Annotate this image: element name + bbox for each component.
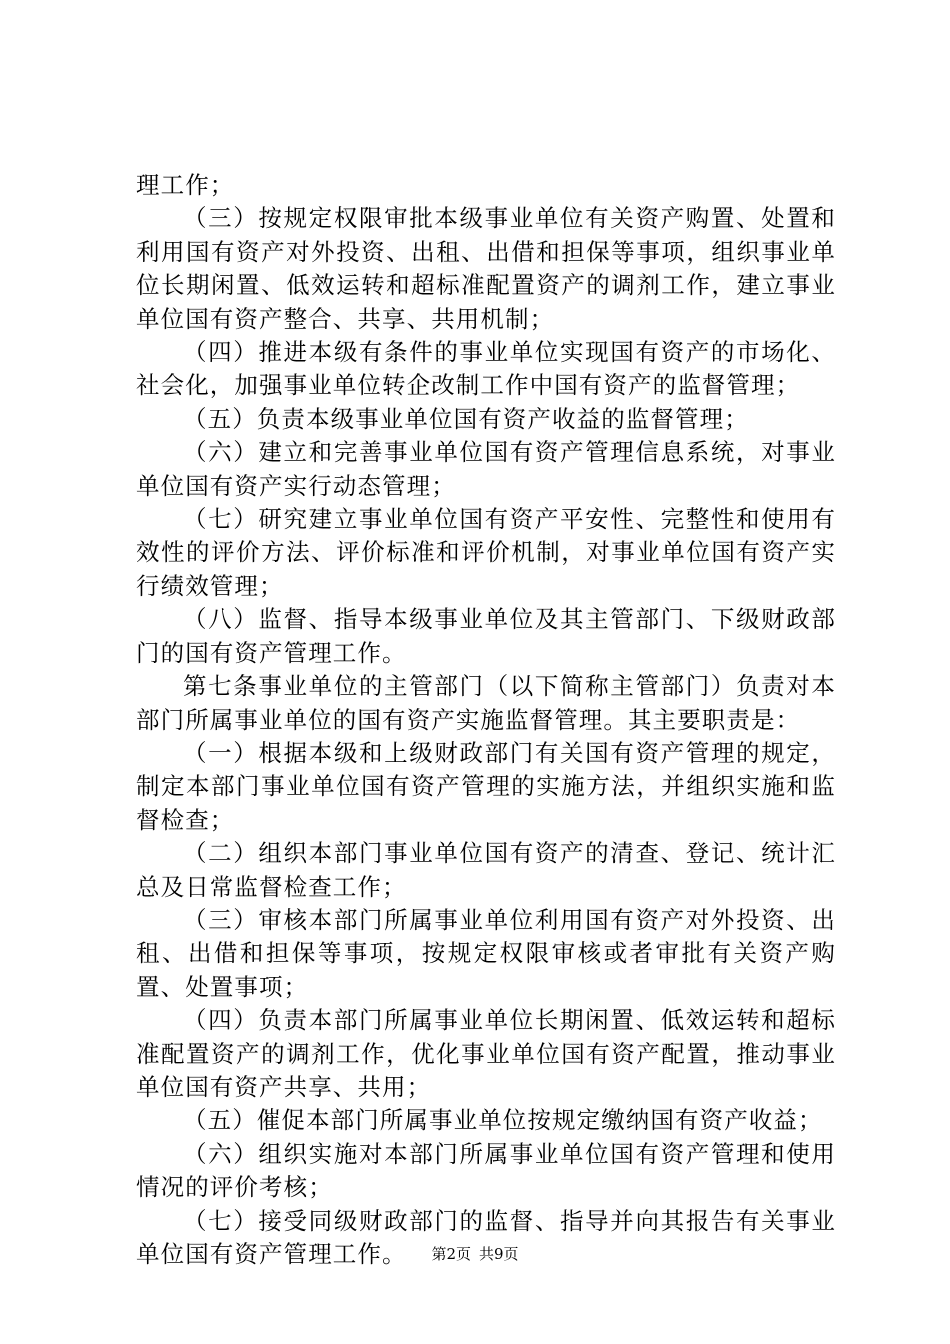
paragraph: 第七条事业单位的主管部门（以下简称主管部门）负责对本部门所属事业单位的国有资产实施监督管理。其主要职责是：	[136, 672, 836, 734]
paragraph: （三）审核本部门所属事业单位利用国有资产对外投资、出租、出借和担保等事项，按规定权限审核或者审批有关资产购置、处置事项；	[136, 905, 836, 1001]
page-footer	[0, 1244, 950, 1264]
paragraph: （七）研究建立事业单位国有资产平安性、完整性和使用有效性的评价方法、评价标准和评价机制，对事业单位国有资产实行绩效管理；	[136, 505, 836, 600]
paragraph: 理工作；	[136, 171, 235, 199]
paragraph: （五）负责本级事业单位国有资产收益的监督管理；	[183, 404, 749, 433]
paragraph: （一）根据本级和上级财政部门有关国有资产管理的规定，制定本部门事业单位国有资产管理的实施方法，并组织实施和监督检查；	[136, 738, 836, 834]
page-total: 共9页	[479, 1245, 519, 1263]
paragraph: （二）组织本部门事业单位国有资产的清查、登记、统计汇总及日常监督检查工作；	[136, 839, 836, 901]
paragraph: （四）推进本级有条件的事业单位实现国有资产的市场化、社会化，加强事业单位转企改制工作中国有资产的监督管理；	[136, 338, 836, 400]
paragraph: （三）按规定权限审批本级事业单位有关资产购置、处置和利用国有资产对外投资、出租、出借和担保等事项，组织事业单位长期闲置、低效运转和超标准配置资产的调剂工作，建立事业单位国有资产整合、共享、共用机制；	[136, 204, 836, 333]
paragraph: （四）负责本部门所属事业单位长期闲置、低效运转和超标准配置资产的调剂工作，优化事业单位国有资产配置，推动事业单位国有资产共享、共用；	[136, 1006, 836, 1101]
paragraph: （七）接受同级财政部门的监督、指导并向其报告有关事业单位国有资产管理工作。	[136, 1206, 836, 1268]
document-body	[136, 169, 836, 1271]
paragraph: （五）催促本部门所属事业单位按规定缴纳国有资产收益；	[183, 1106, 823, 1135]
paragraph: （六）组织实施对本部门所属事业单位国有资产管理和使用情况的评价考核；	[136, 1139, 836, 1202]
paragraph: （八）监督、指导本级事业单位及其主管部门、下级财政部门的国有资产管理工作。	[136, 605, 836, 667]
paragraph: （六）建立和完善事业单位国有资产管理信息系统，对事业单位国有资产实行动态管理；	[136, 438, 836, 500]
page-number: 第2页	[431, 1245, 471, 1263]
